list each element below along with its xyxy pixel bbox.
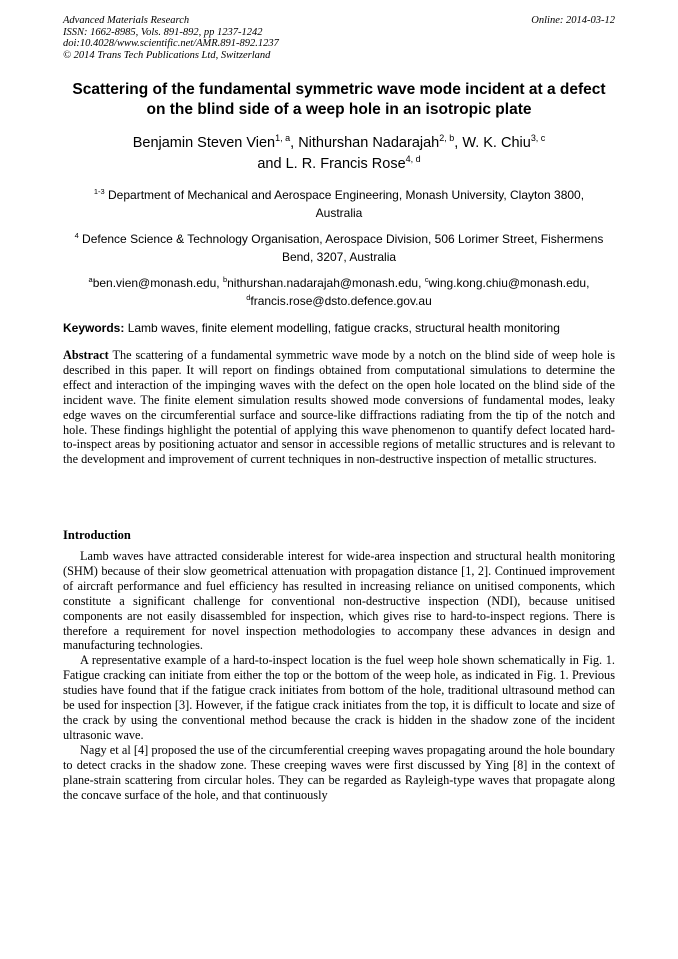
authors-line-2 xyxy=(52,154,626,175)
title-line-2: on the blind side of a weep hole in an isotropic plate xyxy=(146,101,532,118)
section-heading-introduction: Introduction xyxy=(63,528,131,542)
author-separator: , xyxy=(454,135,463,151)
abstract xyxy=(63,348,615,467)
email-link[interactable]: nithurshan.nadarajah@monash.edu xyxy=(227,276,419,290)
author-list xyxy=(52,133,626,175)
affiliation-1 xyxy=(70,186,608,222)
affiliation-sup: 1-3 xyxy=(93,187,105,196)
affiliation-text: Department of Mechanical and Aerospace Engineering, Monash University, Clayton 3800, Australia xyxy=(104,188,585,220)
title-line-1: Scattering of the fundamental symmetric wave mode incident at a defect xyxy=(72,81,606,98)
author-name: Benjamin Steven Vien xyxy=(132,135,276,151)
author-name: L. R. Francis Rose xyxy=(285,156,406,172)
author-sup: 1, a xyxy=(275,133,291,144)
email-sup: b xyxy=(222,275,228,284)
online-date: Online: 2014-03-12 xyxy=(531,15,615,26)
journal-header xyxy=(63,15,615,61)
keywords-label: Keywords: xyxy=(63,321,125,335)
author-and: and xyxy=(257,156,286,172)
author-name: W. K. Chiu xyxy=(462,135,531,151)
paragraph: Nagy et al [4] proposed the use of the circumferential creeping waves propagating around the hole boundary to detect cracks in the shadow zone. These creeping waves were first discussed by Ying [8] in the context of plane-strain scattering from circular holes. They can be regarded as Rayleigh-type waves that propagate along the concave surface of the hole, and that continuously xyxy=(63,742,615,802)
author-sup: 4, d xyxy=(405,154,421,165)
authors-line-1 xyxy=(52,133,626,154)
author-sup: 2, b xyxy=(439,133,455,144)
email-link[interactable]: wing.kong.chiu@monash.edu xyxy=(428,276,587,290)
author-sup: 3, c xyxy=(530,133,546,144)
email-sup: d xyxy=(246,292,251,302)
email-link[interactable]: ben.vien@monash.edu xyxy=(92,276,217,290)
email-sup: a xyxy=(88,275,93,284)
author-emails xyxy=(52,275,626,310)
doi-line: doi:10.4028/www.scientific.net/AMR.891-892.1237 xyxy=(63,38,279,49)
introduction-body xyxy=(63,549,615,802)
copyright-line: © 2014 Trans Tech Publications Ltd, Switzerland xyxy=(63,49,271,61)
author-separator: , xyxy=(290,135,299,151)
author-name: Nithurshan Nadarajah xyxy=(298,135,440,151)
keywords-text: Lamb waves, finite element modelling, fatigue cracks, structural health monitoring xyxy=(124,321,560,335)
email-link[interactable]: francis.rose@dsto.defence.gov.au xyxy=(250,293,432,308)
keywords xyxy=(63,320,623,336)
affiliation-2 xyxy=(70,230,608,266)
affiliation-text: Defence Science & Technology Organisation, Aerospace Division, 506 Lorimer Street, Fishermens Bend, 3207, Australia xyxy=(78,232,604,264)
email-sup: c xyxy=(424,275,429,284)
issn-line: ISSN: 1662-8985, Vols. 891-892, pp 1237-1242 xyxy=(63,26,263,38)
abstract-label: Abstract xyxy=(63,348,109,362)
affiliation-sup: 4 xyxy=(74,231,79,240)
abstract-text: The scattering of a fundamental symmetric wave mode by a notch on the blind side of weep hole is described in this paper. It will report on findings obtained from computational simulations to determine the effect and interaction of the impinging waves with the defect on the open hole located on the blind side of the incident wave. The finite element simulation results showed mode conversions of fundamental modes, leaky edge waves on the circumferential surface and source-like diffractions radiating from the tip of the notch and hole. These findings highlight the potential of applying this wave phenomenon to quantify defect located hard-to-inspect areas by positioning actuator and sensor in accessible regions of metallic structures and is relevant to the development and improvement of current techniques in non-destructive inspection of metallic structures. xyxy=(63,348,615,467)
paragraph: Lamb waves have attracted considerable interest for wide-area inspection and structural health monitoring (SHM) because of their slow geometrical attenuation with propagation distance [1, 2]. Continued improvement of aircraft performance and fuel efficiency has resulted in increasing reliance on unitised components, which constitute a significant challenge for conventional non-destructive inspection (NDI), because unitised components are not easily disassembled for inspection, which gives rise to hard-to-inspect regions. There is therefore a requirement for novel inspection methodologies to accompany these advances in design and manufacturing technologies. xyxy=(63,549,615,653)
paper-title xyxy=(52,80,626,120)
paragraph: A representative example of a hard-to-inspect location is the fuel weep hole shown schematically in Fig. 1. Fatigue cracking can initiate from either the top or the bottom of the weep hole, as indicated in Fig. 1. Previous studies have found that if the fatigue crack initiates from bottom of the hole, traditional ultrasound method can be used for inspection [3]. However, if the fatigue crack initiates from the top, it is difficult to locate and size of the crack by using the conventional method because the crack is hidden in the shadow zone of the incident ultrasonic wave. xyxy=(63,653,615,742)
emails-line-2 xyxy=(52,293,626,311)
journal-name: Advanced Materials Research xyxy=(63,15,190,26)
emails-line-1: $^a$ben.vien@monash.edu, $^b$nithurshan.nadarajah@monash.edu, $^c$wing.kong.chiu@monash.edu, xyxy=(88,275,590,290)
